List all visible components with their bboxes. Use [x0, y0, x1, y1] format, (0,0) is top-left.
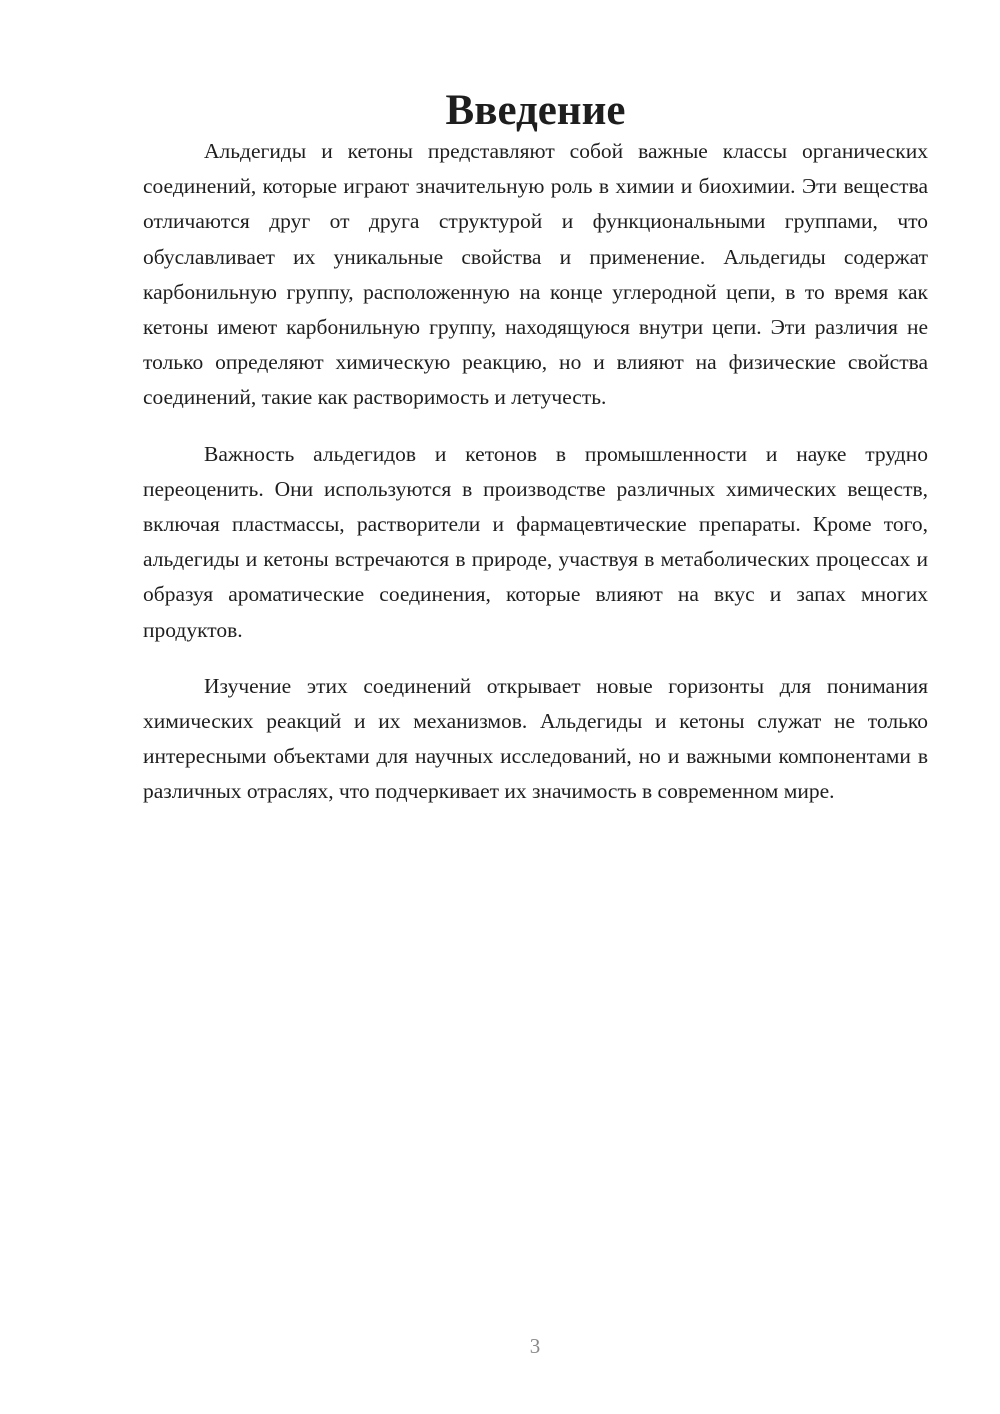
paragraph-1: Альдегиды и кетоны представляют собой важные классы органических соединений, которые играют значительную роль в химии и биохимии. Эти вещества отличаются друг от друга структурой и функциональными группами, что обуславливает их уникальные свойства и применение. Альдегиды содержат карбонильную группу, расположенную на конце углеродной цепи, в то время как кетоны имеют карбонильную группу, находящуюся внутри цепи. Эти различия не только определяют химическую реакцию, но и влияют на физические свойства соединений, такие как растворимость и летучесть. — [143, 139, 928, 410]
section-title: Введение — [445, 87, 626, 134]
page-number: 3 — [529, 1334, 541, 1358]
page-content — [143, 87, 928, 810]
paragraph-2: Важность альдегидов и кетонов в промышленности и науке трудно переоценить. Они используются в производстве различных химических веществ, включая пластмассы, растворители и фармацевтические препараты. Кроме того, альдегиды и кетоны встречаются в природе, участвуя в метаболических процессах и образуя ароматические соединения, которые влияют на вкус и запах многих продуктов. — [143, 441, 928, 642]
paragraph-3: Изучение этих соединений открывает новые горизонты для понимания химических реакций и их механизмов. Альдегиды и кетоны служат не только интересными объектами для научных исследований, но и важными компонентами в различных отраслях, что подчеркивает их значимость в современном мире. — [143, 673, 928, 804]
